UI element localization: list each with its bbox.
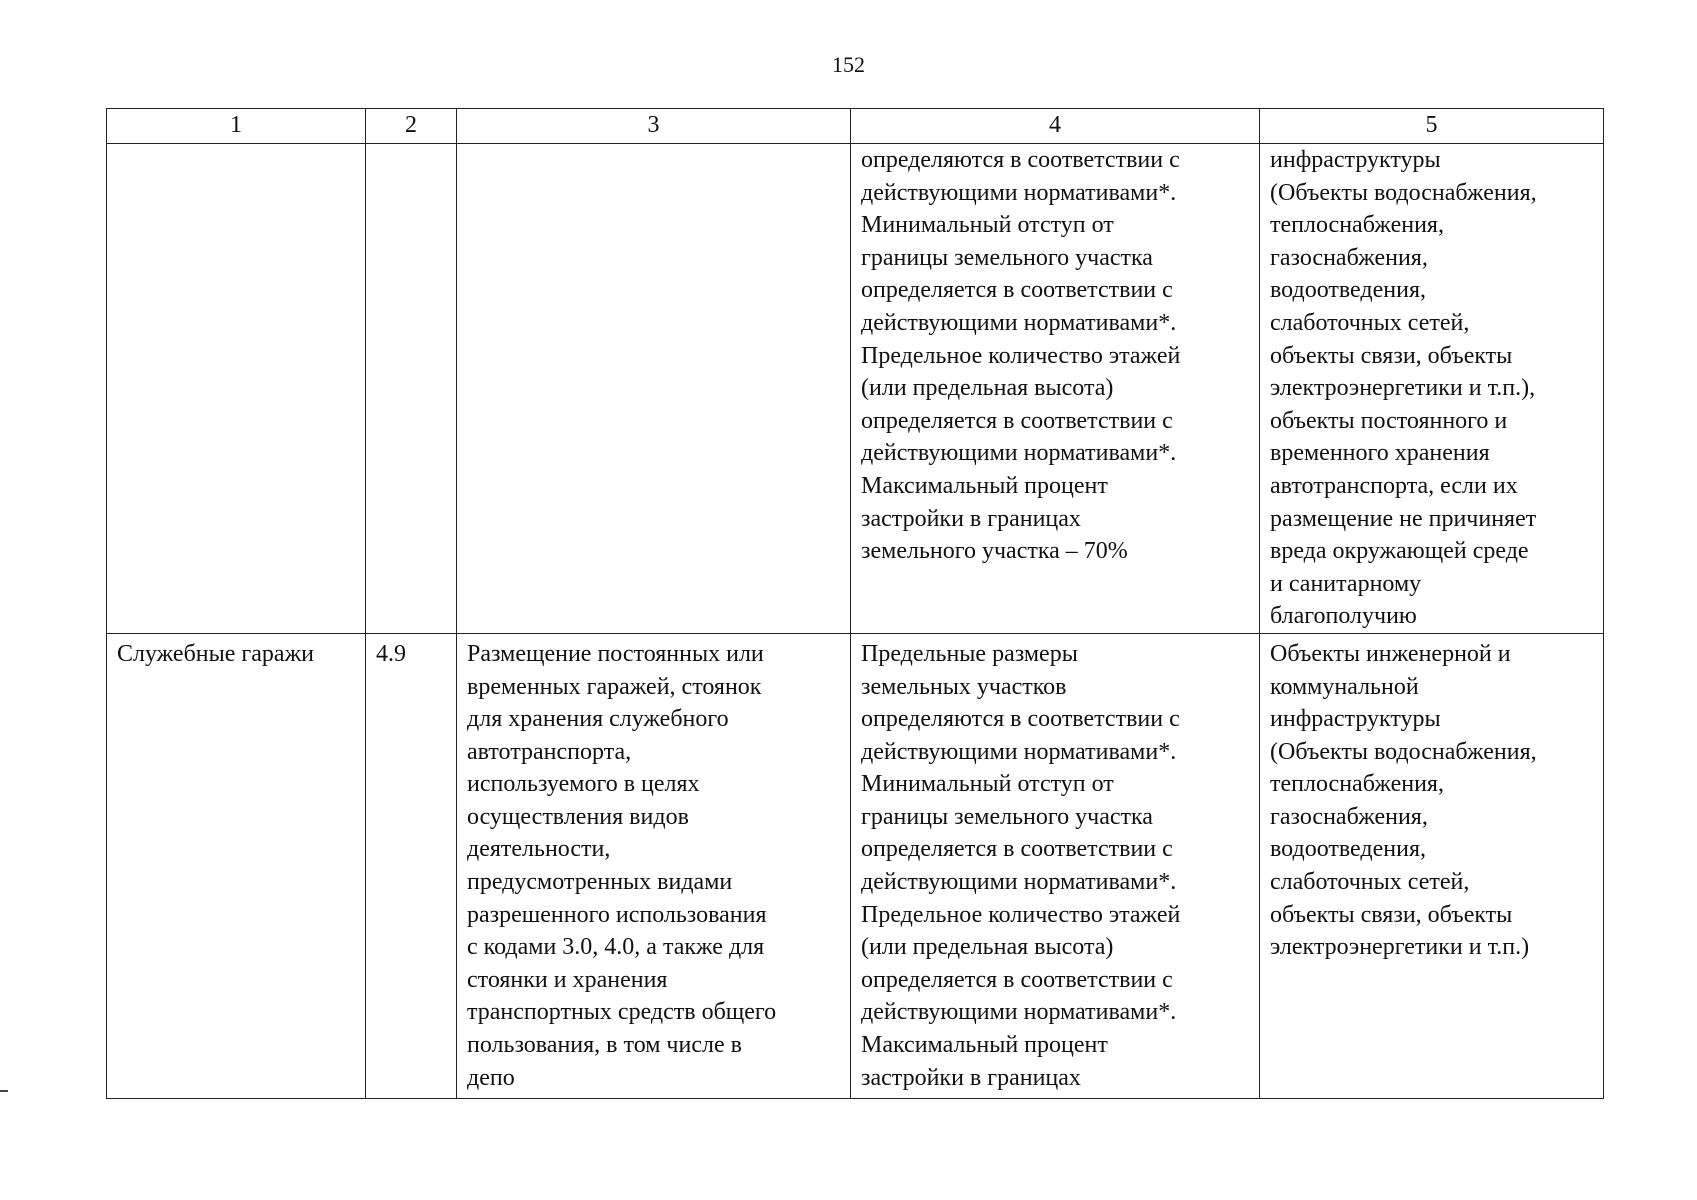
cell-text-line: теплоснабжения, [1270,771,1444,798]
cell-text-line: временного хранения [1270,440,1490,467]
header-col-4: 4 [851,109,1260,144]
cell-text-line: земельных участков [861,673,1067,700]
header-col-2: 2 [366,109,457,144]
cell-col-1 [107,633,366,1098]
cell-col-5 [1260,144,1604,634]
table-header [107,109,1604,144]
cell-text-line: инфраструктуры [1270,147,1441,173]
cell-text-line: автотранспорта, если их [1270,472,1518,499]
cell-text-line: автотранспорта, [467,738,632,765]
cell-text-line: благополучию [1270,603,1417,630]
cell-text-line: определяется в соответствии с [861,277,1173,304]
table-row [107,144,1604,634]
cell-text-line: водоотведения, [1270,836,1426,863]
cell-text-line: действующими нормативами*. [861,309,1177,336]
header-col-1: 1 [107,109,366,144]
cell-col-3 [457,144,851,634]
cell-text-line: пользования, в том числе в [467,1032,742,1059]
header-row [107,109,1604,144]
cell-text-line: коммунальной [1270,673,1419,700]
cell-text-line: теплоснабжения, [1270,212,1444,239]
cell-text-line: осуществления видов [467,803,689,830]
cell-col-5 [1260,633,1604,1098]
cell-text-line: Служебные гаражи [117,640,314,667]
cell-col-1 [107,144,366,634]
cell-text-line: границы земельного участка [861,803,1153,830]
cell-text-line: объекты связи, объекты [1270,901,1513,928]
cell-text-line: Минимальный отступ от [861,212,1114,239]
cell-text-line: предусмотренных видами [467,869,733,896]
cell-text-line: транспортных средств общего [467,999,777,1026]
cell-text-line: инфраструктуры [1270,706,1441,733]
cell-text-line: слаботочных сетей, [1270,869,1470,896]
cell-text-line: Минимальный отступ от [861,771,1114,798]
cell-col-3 [457,633,851,1098]
cell-col-2 [366,144,457,634]
cell-text-line: Максимальный процент [861,1032,1108,1059]
cell-text-line: действующими нормативами*. [861,440,1177,467]
cell-col-4 [851,633,1260,1098]
cell-text-line: газоснабжения, [1270,803,1428,830]
cell-text-line: определяется в соответствии с [861,407,1173,434]
cell-text-line: действующими нормативами*. [861,738,1177,765]
header-col-3: 3 [457,109,851,144]
cell-text-line: разрешенного использования [467,901,767,928]
table-body [107,144,1604,1099]
cell-text-line: определяются в соответствии с [861,706,1180,733]
cell-text-line: стоянки и хранения [467,966,668,993]
cell-text-line: (или предельная высота) [861,934,1114,961]
cell-text-line: вреда окружающей среде [1270,538,1529,565]
cell-text-line: Максимальный процент [861,472,1108,499]
cell-text-line: используемого в целях [467,771,700,798]
cell-text-line: земельного участка – 70% [861,538,1128,565]
cell-text-line: действующими нормативами*. [861,869,1177,896]
cell-text-line: Предельные размеры [861,640,1078,667]
cell-text-line: электроэнергетики и т.п.), [1270,375,1536,402]
cell-text-line: Предельное количество этажей [861,342,1181,369]
cell-col-2 [366,633,457,1098]
cell-text-line: определяются в соответствии с [861,147,1180,173]
cell-text-line: действующими нормативами*. [861,179,1177,206]
page-number: 152 [832,52,865,77]
cell-text-line: застройки в границах [861,1064,1081,1091]
cell-text-line: деятельности, [467,836,611,863]
cell-text-line: с кодами 3.0, 4.0, а также для [467,934,765,961]
cell-text-line: депо [467,1064,515,1091]
cell-text-line: действующими нормативами*. [861,999,1177,1026]
cell-text-line: (Объекты водоснабжения, [1270,738,1537,765]
cell-text-line: водоотведения, [1270,277,1426,304]
table-row [107,633,1604,1098]
cell-text-line: размещение не причиняет [1270,505,1537,532]
cell-text-line: (или предельная высота) [861,375,1114,402]
cell-text-line: 4.9 [376,640,406,667]
header-col-5: 5 [1260,109,1604,144]
cell-text-line: (Объекты водоснабжения, [1270,179,1537,206]
cell-col-4 [851,144,1260,634]
cell-text-line: слаботочных сетей, [1270,309,1470,336]
cell-text-line: объекты постоянного и [1270,407,1508,434]
cell-text-line: электроэнергетики и т.п.) [1270,934,1530,961]
cell-text-line: временных гаражей, стоянок [467,673,762,700]
cell-text-line: для хранения служебного [467,706,729,733]
scan-edge-mark [0,1090,8,1092]
cell-text-line: определяется в соответствии с [861,836,1173,863]
cell-text-line: газоснабжения, [1270,244,1428,271]
regulations-table [106,108,1604,1099]
cell-text-line: Объекты инженерной и [1270,640,1511,667]
cell-text-line: застройки в границах [861,505,1081,532]
cell-text-line: границы земельного участка [861,244,1153,271]
cell-text-line: определяется в соответствии с [861,966,1173,993]
cell-text-line: Предельное количество этажей [861,901,1181,928]
cell-text-line: и санитарному [1270,570,1422,597]
cell-text-line: Размещение постоянных или [467,640,764,667]
cell-text-line: объекты связи, объекты [1270,342,1513,369]
